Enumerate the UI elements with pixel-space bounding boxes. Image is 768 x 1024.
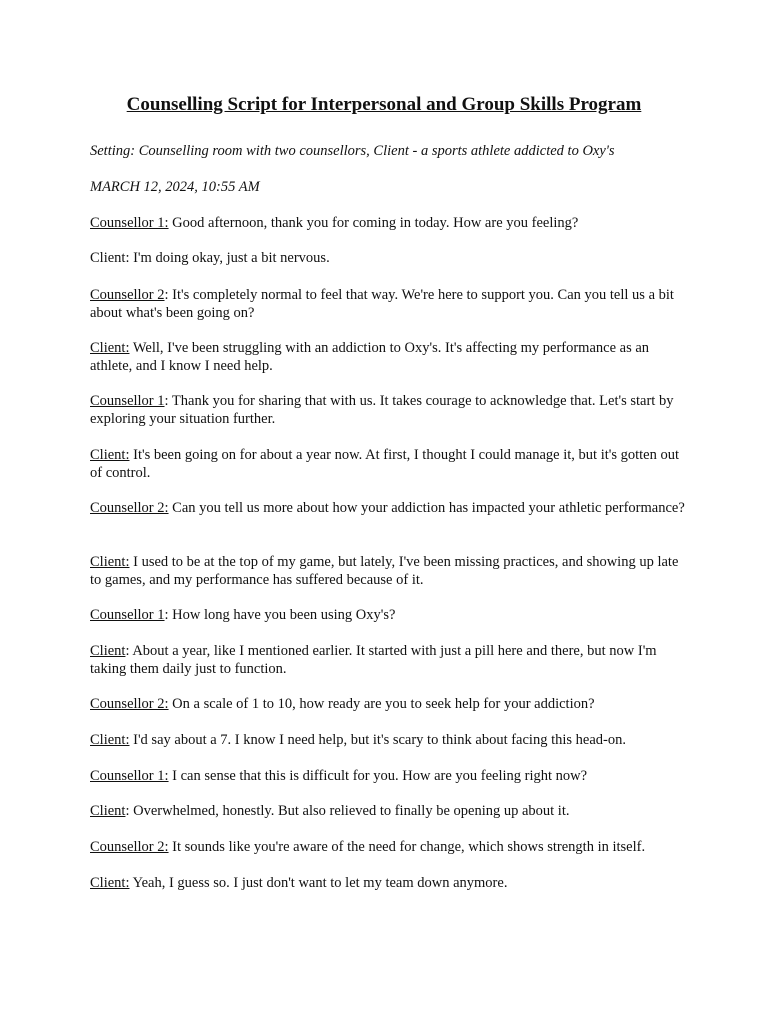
dialogue-line xyxy=(90,249,686,267)
dialogue-line: Client: Overwhelmed, honestly. But also relieved to finally be opening up about it. xyxy=(90,803,570,819)
speaker-label: Client: xyxy=(90,447,130,463)
speaker-label: Client: xyxy=(90,554,130,570)
dialogue-text: I can sense that this is difficult for you. How are you feeling right now? xyxy=(172,768,588,784)
dialogue-line xyxy=(90,874,686,892)
dialogue-text: I used to be at the top of my game, but lately, I've been missing practices, and showing up late to games, and my performance has suffered because of it. xyxy=(90,554,679,588)
dialogue-line: Counsellor 2: It's completely normal to feel that way. We're here to support you. Can you tell us a bit about what's been going on? xyxy=(90,287,674,321)
speaker-label: Counsellor 1 xyxy=(90,393,165,409)
dialogue-text: Good afternoon, thank you for coming in today. How are you feeling? xyxy=(172,215,579,231)
dialogue-line: Counsellor 1: How long have you been using Oxy's? xyxy=(90,607,396,623)
setting-line: Setting: Counselling room with two counsellors, Client - a sports athlete addicted to Oxy's xyxy=(90,143,615,159)
dialogue-text: On a scale of 1 to 10, how ready are you to seek help for your addiction? xyxy=(172,696,595,712)
dialogue-text: Client: I'm doing okay, just a bit nervous. xyxy=(90,250,330,266)
speaker-label: Client: xyxy=(90,340,130,356)
speaker-label: Counsellor 1 xyxy=(90,607,165,623)
dialogue-text: Thank you for sharing that with us. It takes courage to acknowledge that. Let's start by exploring your situation further. xyxy=(90,393,674,427)
dialogue-text: It's been going on for about a year now. At first, I thought I could manage it, but it's gotten out of control. xyxy=(90,447,680,481)
dialogue-text: I'd say about a 7. I know I need help, but it's scary to think about facing this head-on. xyxy=(133,732,626,748)
dialogue-line xyxy=(90,339,686,375)
dialogue-text: Well, I've been struggling with an addiction to Oxy's. It's affecting my performance as an athlete, and I know I need help. xyxy=(90,340,650,374)
dialogue-line xyxy=(90,553,686,589)
dialogue-text: How long have you been using Oxy's? xyxy=(172,607,396,623)
speaker-label: Client: xyxy=(90,732,130,748)
dialogue-text: It's completely normal to feel that way. We're here to support you. Can you tell us a bit about what's been going on? xyxy=(90,287,674,321)
dialogue-line xyxy=(90,499,686,517)
speaker-label: Client xyxy=(90,643,126,659)
dialogue-line xyxy=(90,838,686,856)
speaker-label: Counsellor 2 xyxy=(90,287,165,303)
dialogue-line xyxy=(90,214,686,232)
dialogue-text: Can you tell us more about how your addiction has impacted your athletic performance? xyxy=(172,500,685,516)
date-time-line: MARCH 12, 2024, 10:55 AM xyxy=(90,179,260,195)
speaker-label: Counsellor 2: xyxy=(90,839,169,855)
speaker-label: Counsellor 2: xyxy=(90,696,169,712)
dialogue-line: Counsellor 1: Thank you for sharing that with us. It takes courage to acknowledge that. Let's start by exploring your situation further. xyxy=(90,393,674,427)
speaker-label: Counsellor 1: xyxy=(90,215,169,231)
dialogue-line: Client: About a year, like I mentioned earlier. It started with just a pill here and there, but now I'm taking them daily just to function. xyxy=(90,643,657,677)
dialogue-line xyxy=(90,731,686,749)
document-title: Counselling Script for Interpersonal and Group Skills Program xyxy=(126,94,642,115)
dialogue-text: Yeah, I guess so. I just don't want to let my team down anymore. xyxy=(132,875,508,891)
dialogue-text: It sounds like you're aware of the need for change, which shows strength in itself. xyxy=(172,839,646,855)
dialogue-text: About a year, like I mentioned earlier. It started with just a pill here and there, but now I'm taking them daily just to function. xyxy=(90,643,657,677)
dialogue-text: Overwhelmed, honestly. But also relieved to finally be opening up about it. xyxy=(133,803,570,819)
dialogue-line xyxy=(90,695,686,713)
speaker-label: Counsellor 2: xyxy=(90,500,169,516)
dialogue-line xyxy=(90,767,686,785)
speaker-label: Client: xyxy=(90,875,130,891)
dialogue-line xyxy=(90,446,686,482)
speaker-label: Client xyxy=(90,803,126,819)
speaker-label: Counsellor 1: xyxy=(90,768,169,784)
